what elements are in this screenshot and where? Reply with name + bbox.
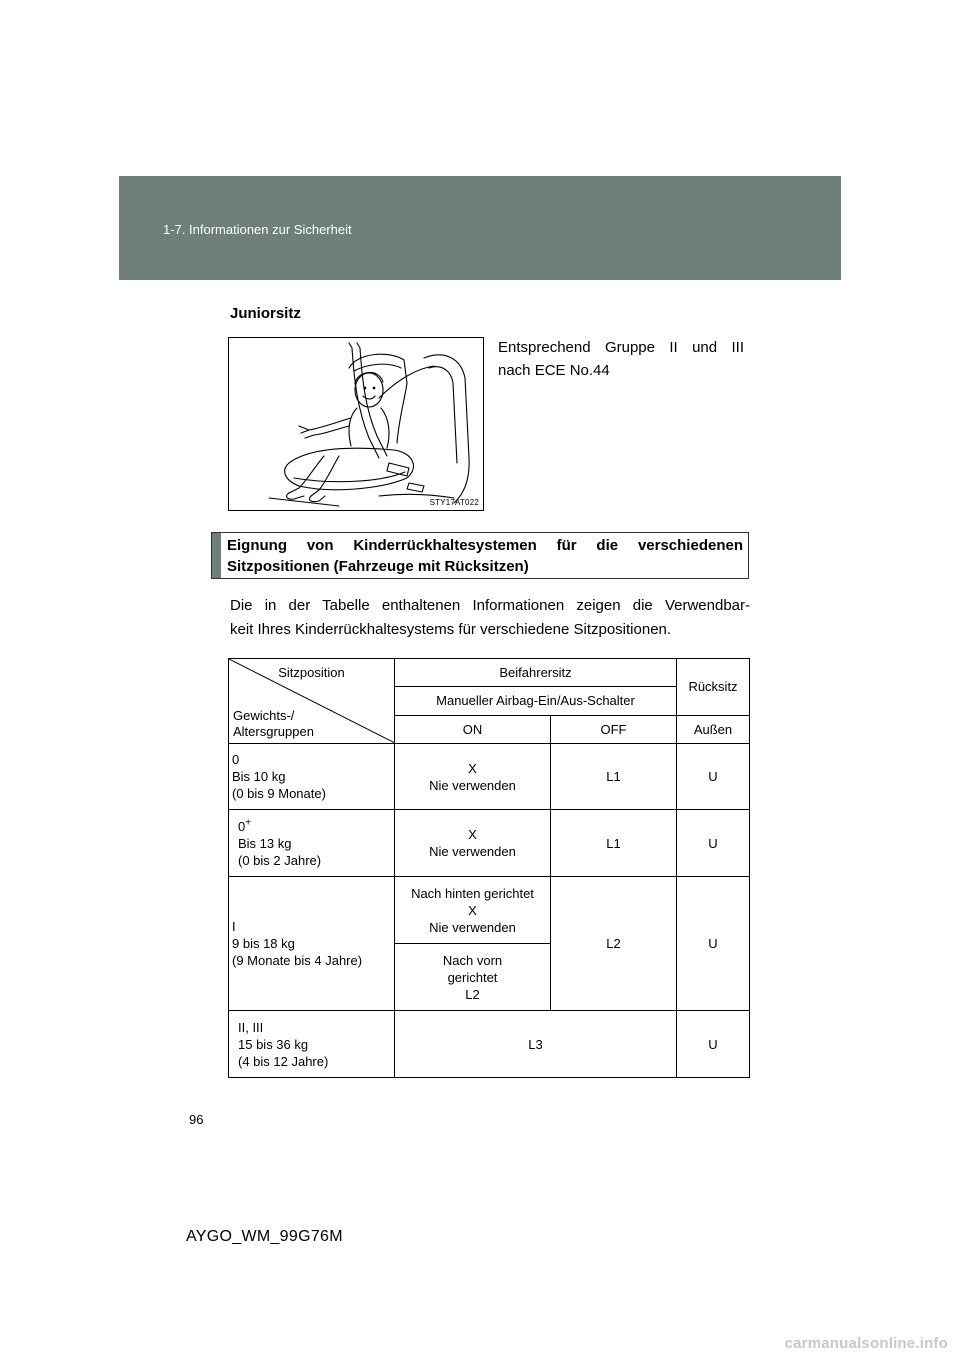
corner-group-line-1: Gewichts-/ bbox=[233, 708, 295, 723]
on-front-cell: Nach vorn gerichtet L2 bbox=[395, 944, 551, 1011]
table-row bbox=[229, 1011, 750, 1078]
on-cell: X Nie verwenden bbox=[395, 744, 551, 810]
page-number: 96 bbox=[189, 1112, 204, 1127]
junior-seat-illustration bbox=[228, 337, 484, 511]
header-passenger-seat: Beifahrersitz bbox=[395, 659, 677, 687]
group-main: 0 bbox=[238, 818, 246, 834]
on-rear-cell: Nach hinten gerichtet X Nie verwenden bbox=[395, 877, 551, 944]
section-accent-bar bbox=[212, 533, 221, 578]
header-airbag-switch: Manueller Airbag-Ein/Aus-Schalter bbox=[395, 687, 677, 715]
document-code: AYGO_WM_99G76M bbox=[186, 1228, 343, 1245]
group-rest: Bis 13 kg (0 bis 2 Jahre) bbox=[238, 835, 322, 868]
header-off: OFF bbox=[551, 715, 677, 743]
outer-cell: U bbox=[677, 877, 750, 1011]
description-line-1: Entsprechend Gruppe II und III bbox=[498, 339, 744, 356]
table-row bbox=[229, 877, 750, 944]
table-row bbox=[229, 744, 750, 810]
section-title-line-2: Sitzpositionen (Fahrzeuge mit Rücksitzen) bbox=[227, 558, 529, 575]
illustration-code: STY17AT022 bbox=[429, 498, 479, 507]
off-cell: L1 bbox=[551, 810, 677, 877]
section-body bbox=[230, 594, 750, 642]
junior-seat-heading: Juniorsitz bbox=[230, 305, 301, 322]
header-rear-seat: Rücksitz bbox=[677, 659, 750, 716]
header-on: ON bbox=[395, 715, 551, 743]
section-heading-box bbox=[211, 532, 749, 579]
header-outer: Außen bbox=[677, 715, 750, 743]
group-cell: 0 Bis 10 kg (0 bis 9 Monate) bbox=[229, 744, 395, 810]
off-cell: L1 bbox=[551, 744, 677, 810]
table-row bbox=[229, 810, 750, 877]
corner-seat-position-label: Sitzposition bbox=[278, 665, 345, 680]
on-off-cell: L3 bbox=[395, 1011, 677, 1078]
outer-cell: U bbox=[677, 744, 750, 810]
chapter-header bbox=[119, 176, 841, 280]
group-cell bbox=[229, 810, 395, 877]
suitability-table bbox=[228, 658, 750, 1078]
outer-cell: U bbox=[677, 1011, 750, 1078]
group-cell: II, III 15 bis 36 kg (4 bis 12 Jahre) bbox=[229, 1011, 395, 1078]
outer-cell: U bbox=[677, 810, 750, 877]
section-title-line-1: Eignung von Kinderrückhaltesystemen für die verschiedenen bbox=[227, 537, 743, 554]
child-in-booster-seat-drawing bbox=[229, 338, 483, 510]
body-line-2: keit Ihres Kinderrückhaltesystems für verschiedene Sitzpositionen. bbox=[230, 621, 672, 638]
off-cell: L2 bbox=[551, 877, 677, 1011]
section-title bbox=[227, 535, 743, 577]
group-sup: + bbox=[245, 817, 252, 829]
corner-group-label bbox=[233, 708, 314, 740]
table-corner-cell bbox=[229, 659, 395, 744]
body-line-1: Die in der Tabelle enthaltenen Informationen zeigen die Verwendbar- bbox=[230, 597, 750, 614]
corner-group-line-2: Altersgruppen bbox=[233, 724, 314, 739]
group-cell: I 9 bis 18 kg (9 Monate bis 4 Jahre) bbox=[229, 877, 395, 1011]
description-line-2: nach ECE No.44 bbox=[498, 362, 610, 379]
watermark: carmanualsonline.info bbox=[784, 1335, 948, 1352]
chapter-title: 1-7. Informationen zur Sicherheit bbox=[163, 222, 352, 237]
junior-seat-description bbox=[498, 336, 744, 382]
on-cell: X Nie verwenden bbox=[395, 810, 551, 877]
